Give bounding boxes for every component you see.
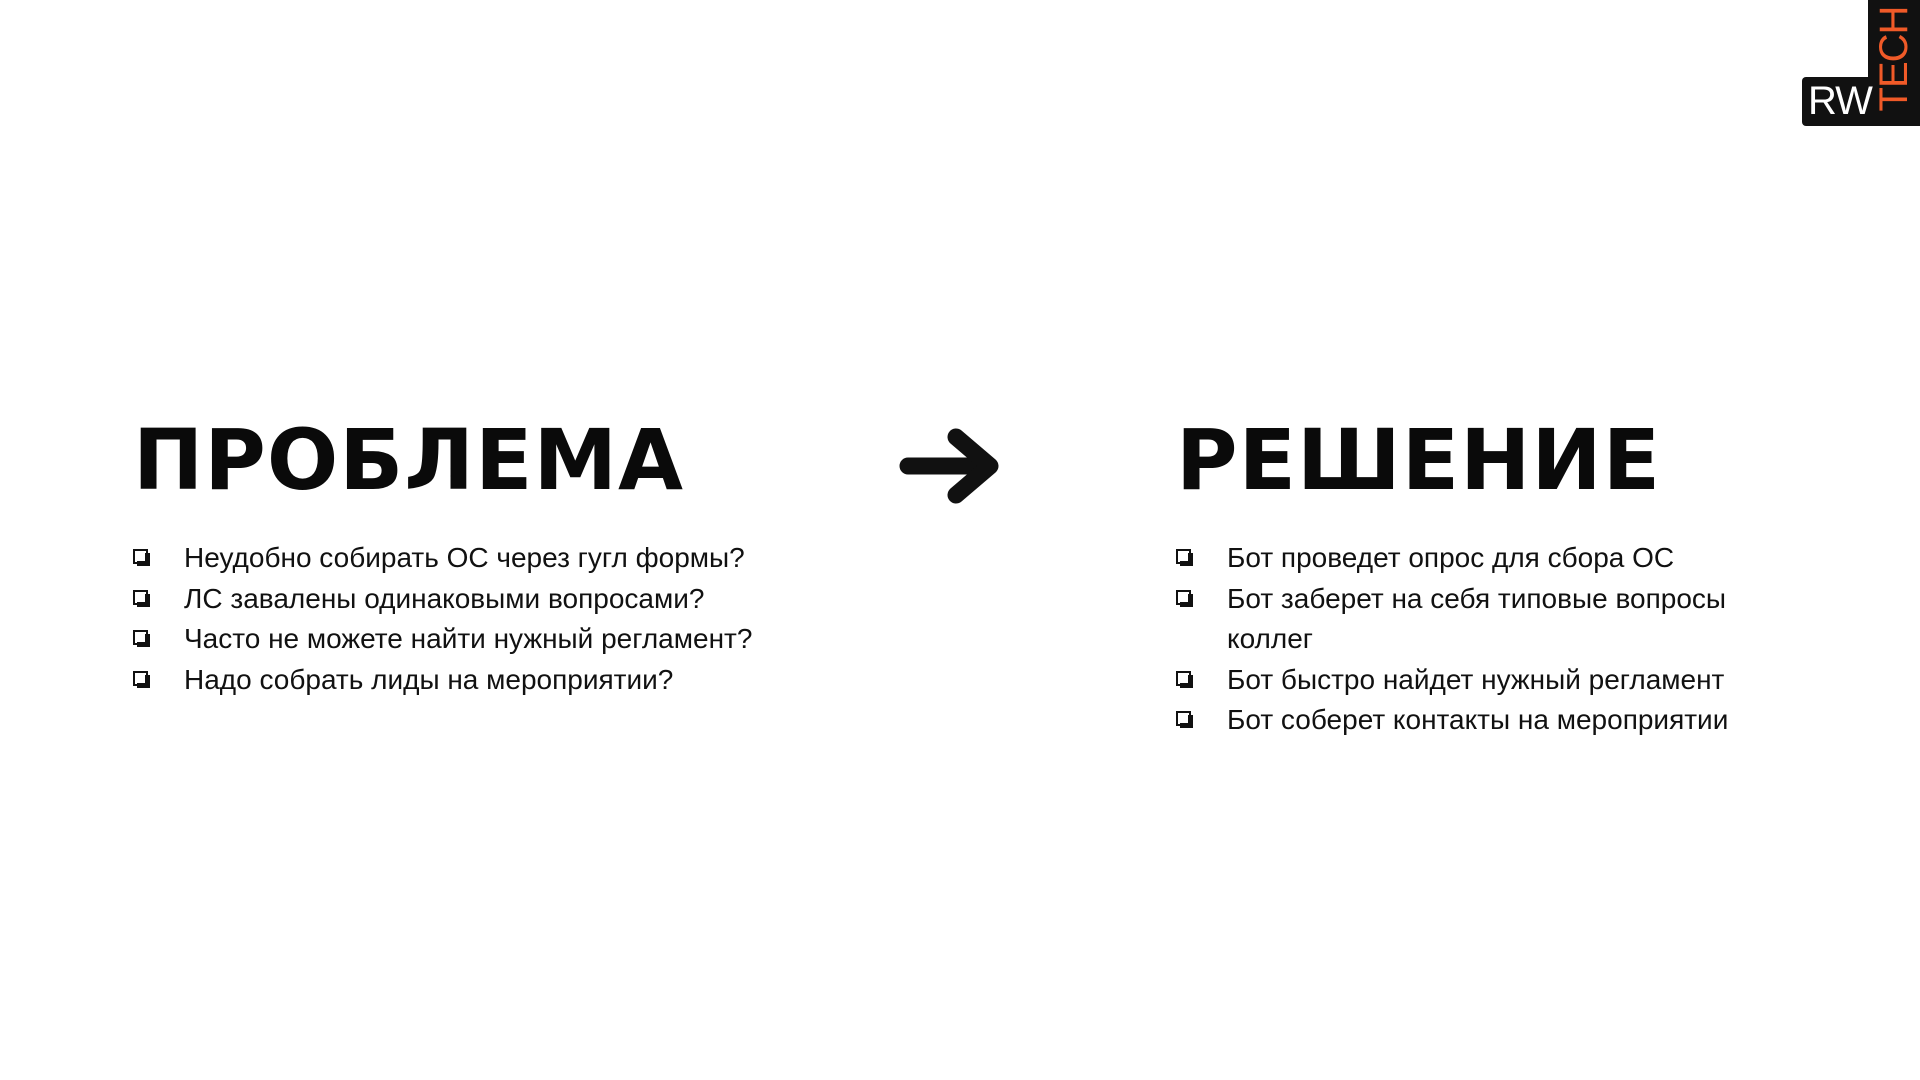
- solution-item: [1176, 538, 1796, 579]
- shadowed-box-icon: [133, 671, 148, 686]
- logo-rw-text: RW: [1808, 79, 1872, 123]
- problem-list: [133, 538, 833, 700]
- problem-item: [133, 660, 833, 701]
- shadowed-box-icon: [1176, 671, 1191, 686]
- shadowed-box-icon: [1176, 549, 1191, 564]
- logo-tech-wrapper: [1872, 0, 1916, 118]
- shadowed-box-icon: [1176, 590, 1191, 605]
- problem-item-text: Надо собрать лиды на мероприятии?: [184, 663, 674, 695]
- shadowed-box-icon: [1176, 711, 1191, 726]
- shadowed-box-icon: [133, 630, 148, 645]
- problem-item-text: ЛС завалены одинаковыми вопросами?: [184, 582, 705, 614]
- solution-item: [1176, 579, 1796, 660]
- problem-item-text: Неудобно собирать ОС через гугл формы?: [184, 542, 745, 573]
- solution-item-text: Бот быстро найдет нужный регламент: [1227, 663, 1725, 695]
- solution-list: [1176, 538, 1796, 741]
- problem-column: [133, 410, 833, 700]
- solution-item-text: Бот заберет на себя типовые вопросы коллег: [1227, 582, 1727, 654]
- problem-heading: ПРОБЛЕМА: [133, 411, 685, 509]
- shadowed-box-icon: [133, 590, 148, 605]
- right-arrow-icon: [898, 428, 1004, 504]
- solution-item-text: Бот соберет контакты на мероприятии: [1227, 704, 1729, 735]
- problem-item: [133, 538, 833, 579]
- shadowed-box-icon: [133, 549, 148, 564]
- solution-column: [1176, 410, 1796, 741]
- solution-item-text: Бот проведет опрос для сбора ОС: [1227, 542, 1675, 573]
- solution-heading: РЕШЕНИЕ: [1176, 411, 1662, 509]
- logo-tech-text: TECH: [1872, 6, 1916, 112]
- problem-item: [133, 619, 833, 660]
- solution-item: [1176, 700, 1796, 741]
- rw-tech-logo: [1802, 0, 1920, 126]
- problem-item-text: Часто не можете найти нужный регламент?: [184, 623, 753, 654]
- solution-item: [1176, 660, 1796, 701]
- problem-item: [133, 579, 833, 620]
